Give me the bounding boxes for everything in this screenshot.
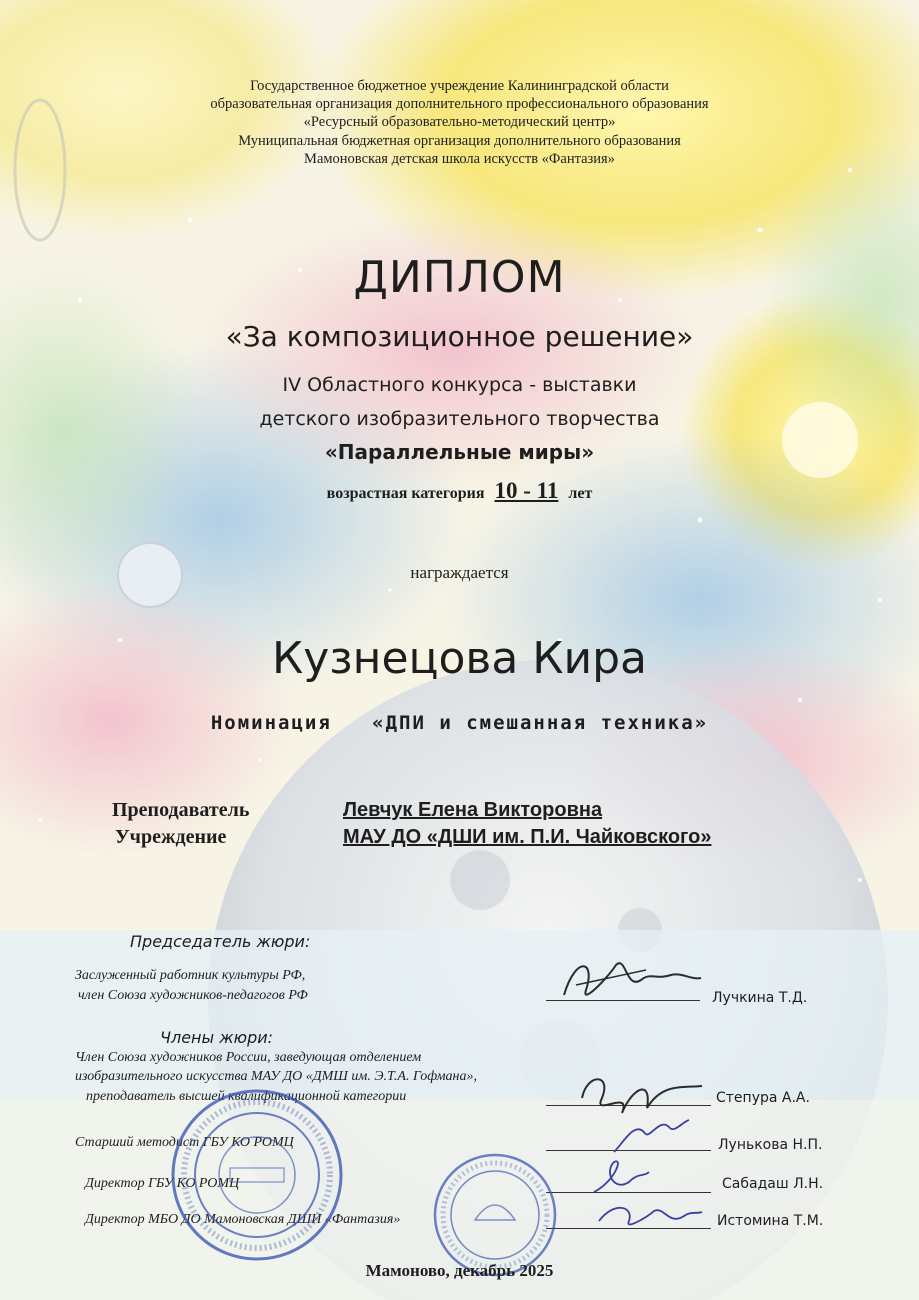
diploma-subtitle: «За композиционное решение» bbox=[225, 320, 694, 353]
member1-desc-1: Член Союза художников России, заведующая отделением bbox=[75, 1050, 422, 1065]
age-category-value: 10 - 11 bbox=[494, 478, 559, 503]
nomination bbox=[0, 712, 919, 734]
jury-chair-name: Лучкина Т.Д. bbox=[712, 990, 808, 1006]
teacher-name: Левчук Елена Викторовна bbox=[343, 799, 603, 821]
header-line-5: Мамоновская детская школа искусств «Фантазия» bbox=[304, 151, 615, 167]
member1-desc-2: изобразительного искусства МАУ ДО «ДМШ им. Э.Т.А. Гофмана», bbox=[75, 1069, 477, 1084]
member3-name: Сабадаш Л.Н. bbox=[722, 1176, 824, 1192]
recipient-name: Кузнецова Кира bbox=[272, 633, 647, 684]
member4-signature bbox=[594, 1196, 704, 1236]
contest-name-wrap bbox=[0, 439, 919, 466]
age-category bbox=[0, 478, 919, 504]
member1-desc-3: преподаватель высшей квалификационной категории bbox=[86, 1089, 407, 1104]
header-line-2: образовательная организация дополнительного профессионального образования bbox=[210, 96, 709, 112]
member4-name: Истомина Т.М. bbox=[717, 1213, 824, 1229]
age-category-unit: лет bbox=[568, 485, 593, 502]
member2-name: Лунькова Н.П. bbox=[718, 1137, 823, 1153]
diploma-title: ДИПЛОМ bbox=[353, 252, 566, 303]
header-line-1: Государственное бюджетное учреждение Калининградской области bbox=[250, 78, 669, 94]
member1-name: Степура А.А. bbox=[716, 1090, 810, 1106]
institution-label: Учреждение bbox=[115, 826, 227, 848]
age-category-label: возрастная категория bbox=[326, 485, 485, 502]
member3-desc: Директор ГБУ КО РОМЦ bbox=[85, 1176, 240, 1191]
nomination-value: «ДПИ и смешанная техника» bbox=[372, 712, 709, 734]
member3-signature bbox=[584, 1152, 654, 1202]
awarded-label: награждается bbox=[410, 563, 509, 582]
member2-desc: Старший методист ГБУ КО РОМЦ bbox=[75, 1135, 294, 1150]
header-line-4: Муниципальная бюджетная организация дополнительного образования bbox=[238, 133, 681, 149]
jury-members-heading: Члены жюри: bbox=[160, 1028, 274, 1047]
contest-line-2: детского изобразительного творчества bbox=[259, 408, 660, 430]
teacher-label: Преподаватель bbox=[112, 799, 250, 821]
header-line-3: «Ресурсный образовательно-методический центр» bbox=[303, 114, 616, 130]
contest-name: «Параллельные миры» bbox=[324, 440, 595, 464]
chair-signature bbox=[556, 950, 706, 1010]
institution-name: МАУ ДО «ДШИ им. П.И. Чайковского» bbox=[343, 826, 712, 848]
place-and-date: Мамоново, декабрь 2025 bbox=[365, 1261, 554, 1280]
jury-chair-desc-1: Заслуженный работник культуры РФ, bbox=[75, 968, 306, 983]
nomination-label: Номинация bbox=[210, 712, 332, 734]
contest-line-1: IV Областного конкурса - выставки bbox=[282, 374, 637, 396]
member4-desc: Директор МБО ДО Мамоновская ДШИ «Фантазия» bbox=[85, 1212, 401, 1227]
jury-chair-heading: Председатель жюри: bbox=[130, 932, 311, 951]
romc-seal-stamp bbox=[168, 1086, 346, 1264]
jury-chair-desc-2: член Союза художников-педагогов РФ bbox=[78, 988, 308, 1003]
